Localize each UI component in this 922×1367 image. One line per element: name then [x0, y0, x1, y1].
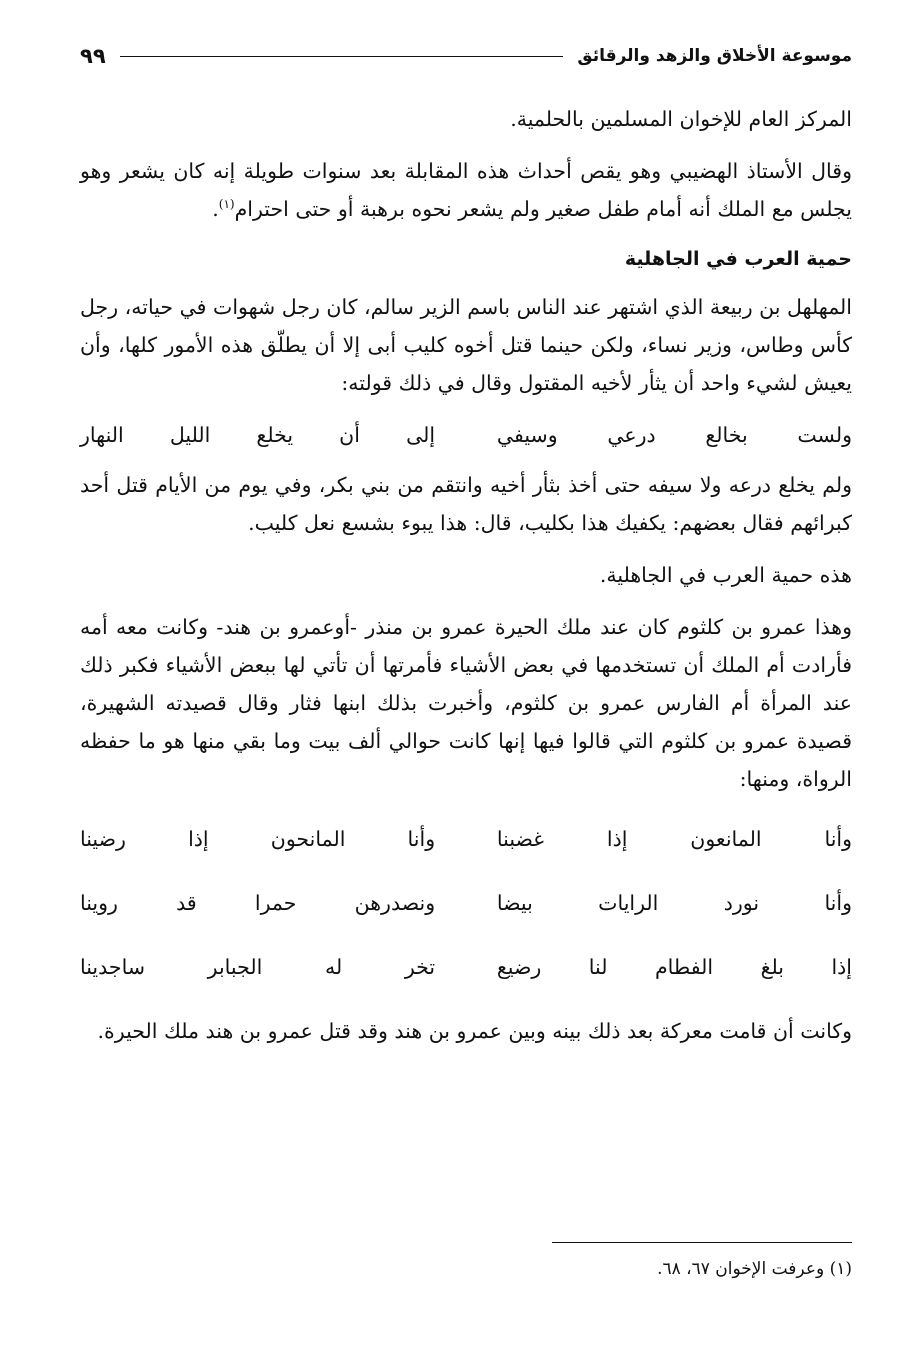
paragraph-4: ولم يخلع درعه ولا سيفه حتى أخذ بثأر أخيه وانتقم من بني بكر، وفي يوم من الأيام قتل أحد كبرائهم فقال بعضهم: يكفيك هذا بكليب، قال: هذا يبوء بشسع نعل كليب.	[80, 473, 852, 535]
paragraph-2-text: وقال الأستاذ الهضيبي وهو يقص أحداث هذه المقابلة بعد سنوات طويلة إنه كان يشعر وهو يجلس مع الملك أنه أمام طفل صغير ولم يشعر نحوه برهبة أو حتى احترام	[80, 159, 852, 221]
verse-second-hemistich: وأنا المانحون إذا رضينا	[80, 827, 436, 851]
paragraph-6: وهذا عمرو بن كلثوم كان عند ملك الحيرة عمرو بن منذر -أوعمرو بن هند- وكانت معه أمه فأرادت أم الملك أن تستخدمها في بعض الأشياء فأمرتها أن تأتي لها ببعض الأشياء فكبر ذلك عند المرأة أم الفارس عمرو بن كلثوم، وأخبرت بذلك ابنها فثار وقال قصيدته الشهيرة، قصيدة عمرو بن كلثوم التي قالوا فيها إنها كانت حوالي ألف بيت وما بقي منها هو ما حفظه الرواة، ومنها:	[80, 615, 852, 791]
paragraph-1: المركز العام للإخوان المسلمين بالحلمية.	[510, 107, 852, 131]
verse-line	[80, 820, 852, 858]
verse-first-hemistich: إذا بلغ الفطام لنا رضيع	[496, 955, 852, 979]
verse-second-hemistich: ونصدرهن حمرا قد روينا	[80, 891, 436, 915]
footnote-rule	[552, 1242, 852, 1243]
paragraph-7: وكانت أن قامت معركة بعد ذلك بينه وبين عمرو بن هند وقد قتل عمرو بن هند ملك الحيرة.	[97, 1019, 852, 1043]
paragraph-2-end: .	[212, 197, 219, 221]
body-text	[80, 100, 852, 1050]
page-number: ٩٩	[80, 44, 106, 68]
verse-first-hemistich: وأنا نورد الرايات بيضا	[496, 891, 852, 915]
verse-line	[80, 884, 852, 922]
verse-second-hemistich: تخر له الجبابر ساجدينا	[80, 955, 436, 979]
footnote-area	[80, 1242, 852, 1283]
paragraph-2	[80, 152, 852, 228]
footnote: (١) وعرفت الإخوان ٦٧، ٦٨.	[657, 1259, 852, 1279]
verse-second-hemistich: إلى أن يخلع الليل النهار	[80, 423, 436, 447]
book-title: موسوعة الأخلاق والزهد والرقائق	[577, 46, 852, 66]
verse-muhalhil	[80, 416, 852, 454]
verse-first-hemistich: وأنا المانعون إذا غضبنا	[496, 827, 852, 851]
paragraph-5: هذه حمية العرب في الجاهلية.	[599, 563, 852, 587]
paragraph-3: المهلهل بن ربيعة الذي اشتهر عند الناس باسم الزير سالم، كان رجل شهوات في حياته، رجل كأس وطاس، وزير نساء، ولكن حينما قتل أخوه كليب أبى إلا أن يطلّق هذه الأمور كلها، وأن يعيش لشيء واحد أن يثأر لأخيه المقتول وقال في ذلك قولته:	[80, 295, 852, 395]
verse-first-hemistich: ولست بخالع درعي وسيفي	[496, 423, 852, 447]
section-heading: حمية العرب في الجاهلية	[624, 248, 852, 270]
verse-block-kulthum	[80, 820, 852, 986]
verse-line	[80, 948, 852, 986]
header-rule	[120, 56, 564, 57]
book-page	[80, 36, 852, 1064]
footnote-reference: (١)	[218, 197, 235, 212]
running-header	[80, 36, 852, 76]
